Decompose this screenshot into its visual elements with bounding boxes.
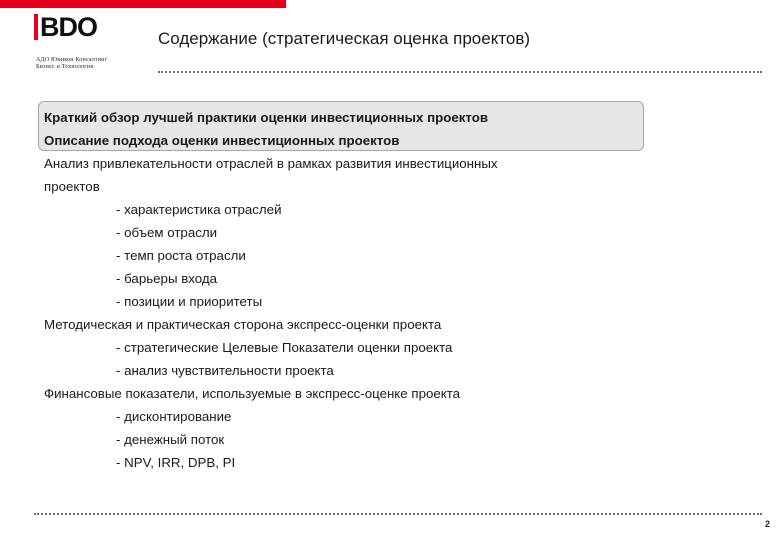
- logo-subtitle-line-1: АДО Юникон Консалтинг: [36, 57, 108, 63]
- contents-subitem: - денежный поток: [116, 432, 225, 447]
- slide-title: Содержание (стратегическая оценка проектов): [158, 29, 531, 48]
- contents-subitem: - барьеры входа: [116, 271, 218, 286]
- contents-subitem: - дисконтирование: [116, 409, 232, 424]
- contents-subitem: - позиции и приоритеты: [116, 294, 263, 309]
- logo-subtitle-line-2: Бизнес и Технологии: [36, 64, 94, 70]
- contents-list: [44, 106, 498, 474]
- brand-color-bar: [0, 0, 286, 8]
- contents-subitem: - анализ чувствительности проекта: [116, 363, 334, 378]
- title-divider: [158, 71, 762, 73]
- bdo-logo: [34, 14, 97, 41]
- contents-item: Описание подхода оценки инвестиционных проектов: [44, 133, 400, 148]
- contents-subitem: - NPV, IRR, DPB, PI: [116, 455, 236, 470]
- page-number: 2: [764, 519, 770, 529]
- contents-subitem: - объем отрасли: [116, 225, 218, 240]
- contents-item-continuation: проектов: [44, 179, 100, 194]
- contents-subitem: - темп роста отрасли: [116, 248, 246, 263]
- logo-red-mark: [34, 14, 38, 40]
- contents-item: Методическая и практическая сторона экспресс-оценки проекта: [44, 317, 442, 332]
- contents-item: Анализ привлекательности отраслей в рамках развития инвестиционных: [44, 156, 498, 171]
- contents-item: Краткий обзор лучшей практики оценки инвестиционных проектов: [44, 110, 489, 125]
- contents-subitem: - стратегические Целевые Показатели оценки проекта: [116, 340, 453, 355]
- footer-divider: [34, 513, 762, 515]
- logo-text: BDO: [40, 12, 97, 42]
- contents-item: Финансовые показатели, используемые в экспресс-оценке проекта: [44, 386, 461, 401]
- contents-subitem: - характеристика отраслей: [116, 202, 282, 217]
